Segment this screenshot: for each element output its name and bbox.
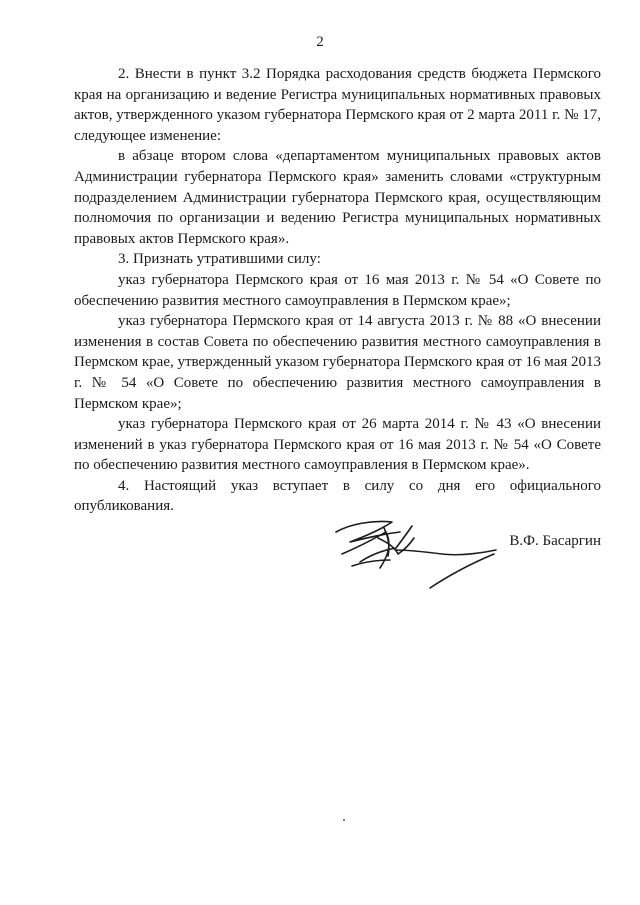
repealed-decree-43: указ губернатора Пермского края от 26 марта 2014 г. № 43 «О внесении изменений в указ губернатора Пермского края от 16 мая 2013 г. № 54 «О Совете по обеспечению развития местного самоуправления в Пермском крае». <box>74 416 601 474</box>
paragraph-item-4: 4. Настоящий указ вступает в силу со дня его официального опубликования. <box>74 477 601 515</box>
signer-name: В.Ф. Басаргин <box>509 533 601 549</box>
repealed-decree-88: указ губернатора Пермского края от 14 августа 2013 г. № 88 «О внесении изменения в состав Совета по обеспечению развития местного самоуправления в Пермском крае, утвержденный указом губернатора Пермского края от 16 мая 2013 г. № 54 «О Совете по обеспечению развития местного самоуправления в Пермском крае»; <box>74 313 602 412</box>
repealed-decree-54: указ губернатора Пермского края от 16 мая 2013 г. № 54 «О Совете по обеспечению развития местного самоуправления в Пермском крае»; <box>74 271 601 309</box>
scan-dot <box>343 819 345 821</box>
document-body <box>74 64 601 517</box>
page-number: 2 <box>316 34 324 50</box>
paragraph-item-2: 2. Внести в пункт 3.2 Порядка расходования средств бюджета Пермского края на организацию и ведение Регистра муниципальных нормативных правовых актов, утвержденного указом губернатора Пермского края от 2 марта 2011 г. № 17, следующее изменение: <box>74 66 601 144</box>
paragraph-item-2-amendment: в абзаце втором слова «департаментом муниципальных правовых актов Администрации губернатора Пермского края» заменить словами «структурным подразделением Администрации губернатора Пермского края, осуществляющим полномочия по организации и ведению Регистра муниципальных нормативных правовых актов Пермского края». <box>74 148 601 247</box>
paragraph-item-3: 3. Признать утратившими силу: <box>118 251 321 268</box>
handwritten-signature <box>330 510 500 600</box>
